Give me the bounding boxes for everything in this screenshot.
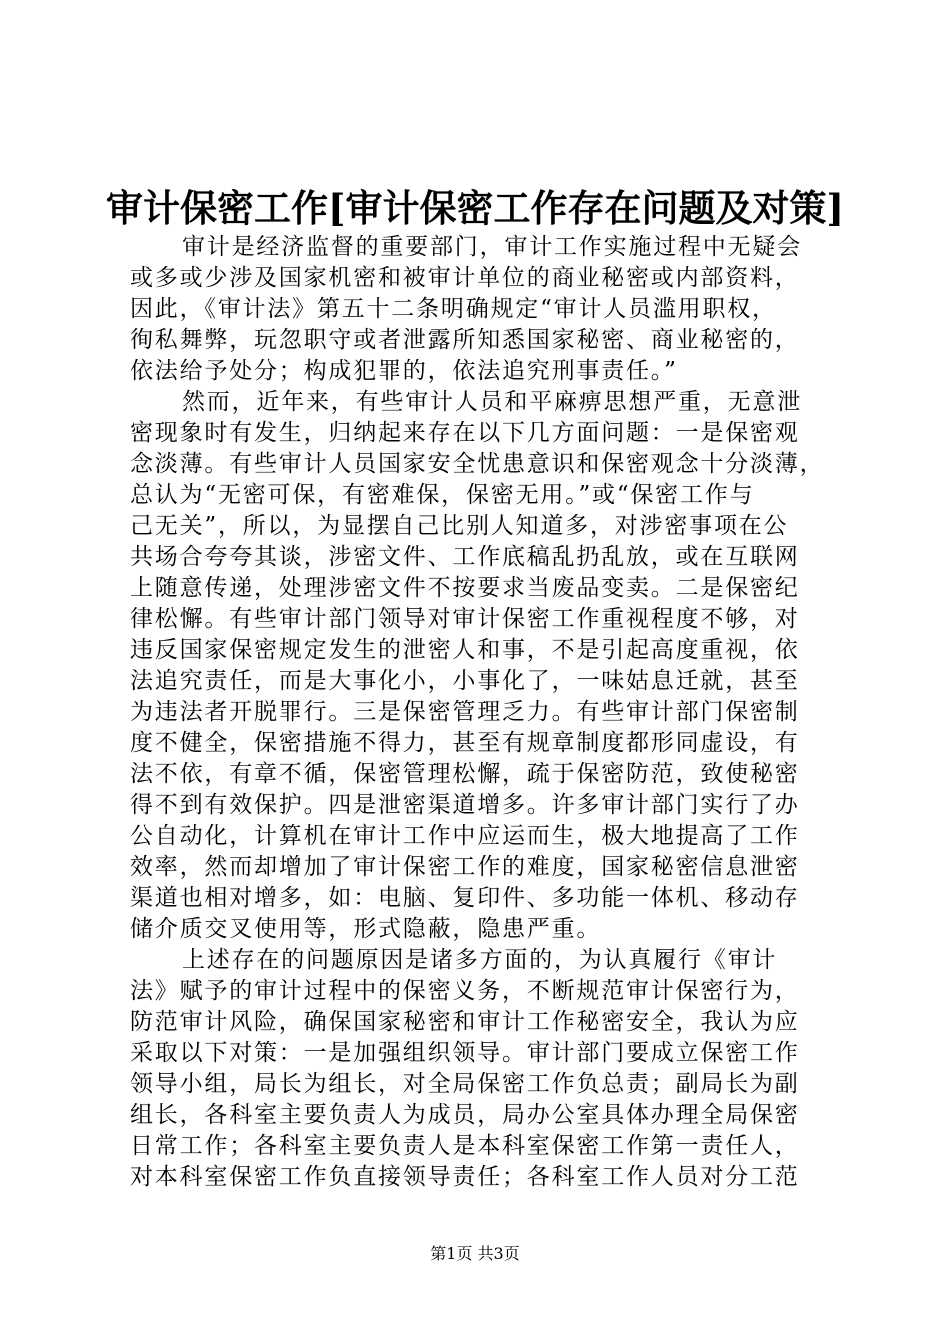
paragraph-line: 密现象时有发生，归纳起来存在以下几方面问题：一是保密观 [130, 420, 800, 446]
page-number: 第1页 [430, 1244, 473, 1263]
paragraph-line: 徇私舞弊，玩忽职守或者泄露所知悉国家秘密、商业秘密的， [130, 327, 800, 353]
paragraph-line: 法不依，有章不循，保密管理松懈，疏于保密防范，致使秘密 [130, 761, 800, 787]
paragraph-line: 总认为“无密可保，有密难保，保密无用。”或“保密工作与 [130, 482, 755, 508]
paragraph-line: 得不到有效保护。四是泄密渠道增多。许多审计部门实行了办 [130, 792, 800, 818]
paragraph-line: 或多或少涉及国家机密和被审计单位的商业秘密或内部资料， [130, 265, 800, 291]
paragraph-line: 组长，各科室主要负责人为成员，局办公室具体办理全局保密 [130, 1102, 800, 1128]
paragraph-line: 念淡薄。有些审计人员国家安全忧患意识和保密观念十分淡薄， [130, 451, 825, 477]
paragraph-line: 因此，《审计法》第五十二条明确规定“审计人员滥用职权， [130, 296, 777, 322]
paragraph-line: 共场合夸夸其谈，涉密文件、工作底稿乱扔乱放，或在互联网 [130, 544, 800, 570]
document-title: 审计保密工作[审计保密工作存在问题及对策] [105, 186, 844, 230]
paragraph-line: 度不健全，保密措施不得力，甚至有规章制度都形同虚设，有 [130, 730, 800, 756]
paragraph-line: 效率，然而却增加了审计保密工作的难度，国家秘密信息泄密 [130, 854, 800, 880]
paragraph-line: 日常工作；各科室主要负责人是本科室保密工作第一责任人， [130, 1133, 800, 1159]
page-footer [0, 1243, 950, 1265]
paragraph-line: 防范审计风险，确保国家秘密和审计工作秘密安全，我认为应 [130, 1009, 800, 1035]
paragraph-line: 法追究责任，而是大事化小，小事化了，一味姑息迁就，甚至 [130, 668, 800, 694]
paragraph-line: 然而，近年来，有些审计人员和平麻痹思想严重，无意泄 [182, 389, 802, 415]
paragraph-line: 为违法者开脱罪行。三是保密管理乏力。有些审计部门保密制 [130, 699, 800, 725]
paragraph-line: 审计是经济监督的重要部门，审计工作实施过程中无疑会 [182, 234, 802, 260]
page-total: 共3页 [477, 1244, 520, 1263]
paragraph-line: 对本科室保密工作负直接领导责任；各科室工作人员对分工范 [130, 1164, 800, 1190]
paragraph-line: 违反国家保密规定发生的泄密人和事，不是引起高度重视，依 [130, 637, 800, 663]
paragraph-line: 公自动化，计算机在审计工作中应运而生，极大地提高了工作 [130, 823, 800, 849]
paragraph-line: 采取以下对策：一是加强组织领导。审计部门要成立保密工作 [130, 1040, 800, 1066]
document-body [130, 232, 830, 1193]
paragraph-line: 律松懈。有些审计部门领导对审计保密工作重视程度不够，对 [130, 606, 800, 632]
paragraph-line: 储介质交叉使用等，形式隐蔽，隐患严重。 [130, 916, 602, 942]
paragraph-line: 法》赋予的审计过程中的保密义务，不断规范审计保密行为， [130, 978, 800, 1004]
paragraph-line: 上述存在的问题原因是诸多方面的，为认真履行《审计 [182, 947, 778, 973]
paragraph-line: 上随意传递，处理涉密文件不按要求当废品变卖。二是保密纪 [130, 575, 800, 601]
paragraph-line: 渠道也相对增多，如：电脑、复印件、多功能一体机、移动存 [130, 885, 800, 911]
paragraph-line: 依法给予处分；构成犯罪的，依法追究刑事责任。” [130, 358, 678, 384]
paragraph-line: 领导小组，局长为组长，对全局保密工作负总责；副局长为副 [130, 1071, 800, 1097]
paragraph-line: 己无关”，所以，为显摆自己比别人知道多，对涉密事项在公 [130, 513, 789, 539]
